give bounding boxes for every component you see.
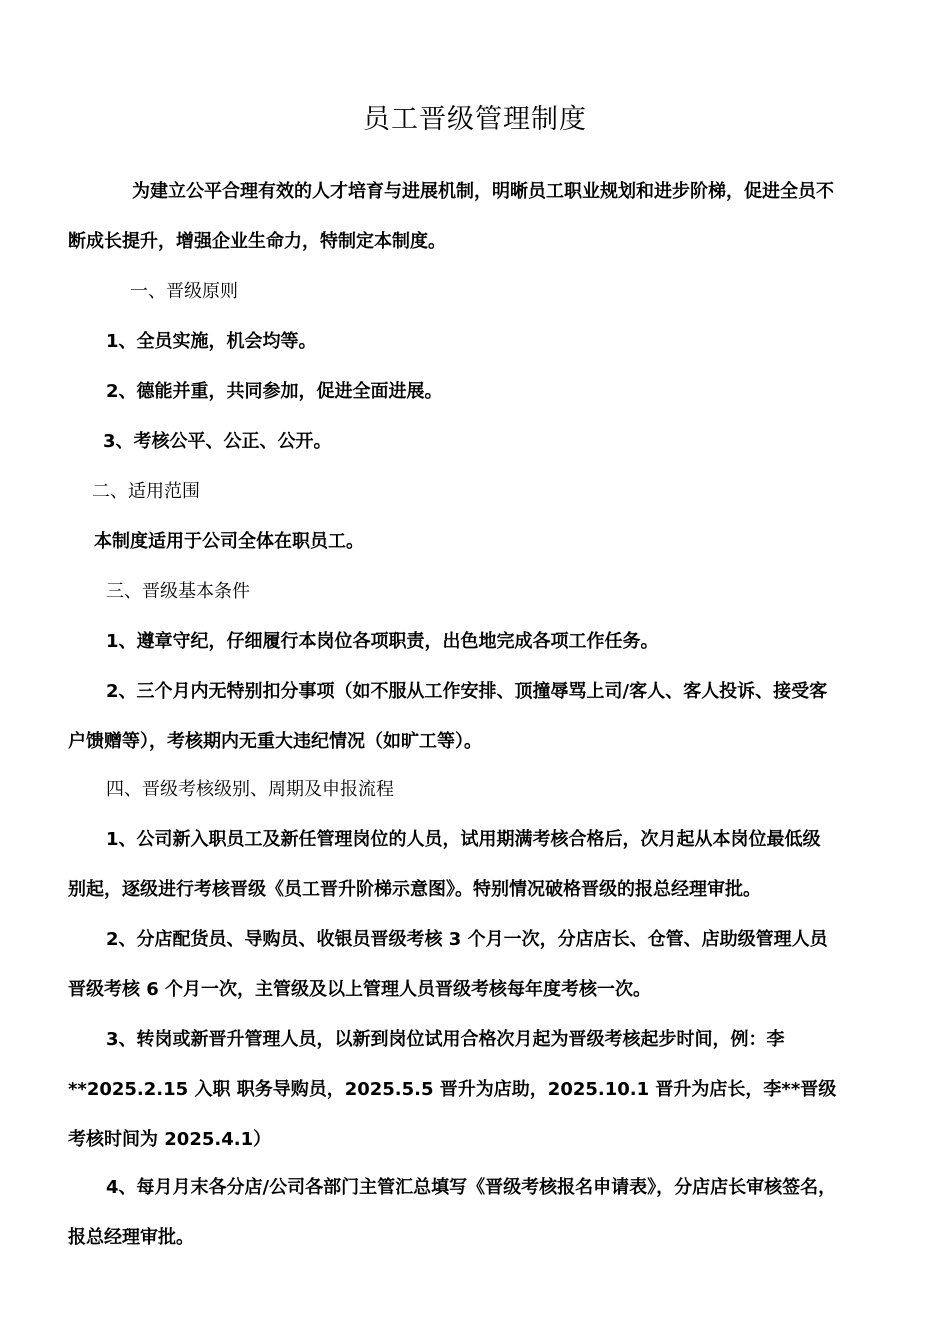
section-1-item-3: 3、考核公平、公正、公开。 [103,431,332,452]
intro-line-2: 断成长提升，增强企业生命力，特制定本制度。 [68,231,446,252]
section-4-heading: 四、晋级考核级别、周期及申报流程 [106,779,394,800]
intro-line-1: 为建立公平合理有效的人才培育与进展机制，明晰员工职业规划和进步阶梯，促进全员不 [132,181,834,202]
section-3-item-1: 1、遵章守纪，仔细履行本岗位各项职责，出色地完成各项工作任务。 [106,631,659,652]
section-4-item-4-line-1: 4、每月月末各分店/公司各部门主管汇总填写《晋级考核报名申请表》，分店店长审核签名， [106,1177,837,1198]
section-4-item-1-line-1: 1、公司新入职员工及新任管理岗位的人员，试用期满考核合格后，次月起从本岗位最低级 [106,829,821,850]
section-3-heading: 三、晋级基本条件 [106,581,250,602]
section-2-heading: 二、适用范围 [92,481,200,502]
section-1-heading: 一、晋级原则 [130,281,238,302]
section-4-item-3-line-2: **2025.2.15 入职 职务导购员，2025.5.5 晋升为店助，2025.10.1 晋升为店长，李**晋级 [68,1079,837,1100]
section-4-item-2-line-1: 2、分店配货员、导购员、收银员晋级考核 3 个月一次，分店店长、仓管、店助级管理人员 [106,929,828,950]
section-3-item-2-line-2: 户馈赠等），考核期内无重大违纪情况（如旷工等）。 [68,731,482,752]
section-4-item-3-line-1: 3、转岗或新晋升管理人员，以新到岗位试用合格次月起为晋级考核起步时间，例：李 [106,1029,785,1050]
section-4-item-3-line-3: 考核时间为 2025.4.1） [68,1129,272,1150]
section-4-item-4-line-2: 报总经理审批。 [68,1227,194,1248]
section-2-text: 本制度适用于公司全体在职员工。 [94,531,364,552]
section-4-item-1-line-2: 别起，逐级进行考核晋级《员工晋升阶梯示意图》。特别情况破格晋级的报总经理审批。 [68,879,761,900]
document-title: 员工晋级管理制度 [363,104,587,135]
section-3-item-2-line-1: 2、三个月内无特别扣分事项（如不服从工作安排、顶撞辱骂上司/客人、客人投诉、接受客 [106,681,828,702]
section-4-item-2-line-2: 晋级考核 6 个月一次，主管级及以上管理人员晋级考核每年度考核一次。 [68,979,652,1000]
section-1-item-1: 1、全员实施，机会均等。 [106,331,317,352]
section-1-item-2: 2、德能并重，共同参加，促进全面进展。 [106,381,443,402]
